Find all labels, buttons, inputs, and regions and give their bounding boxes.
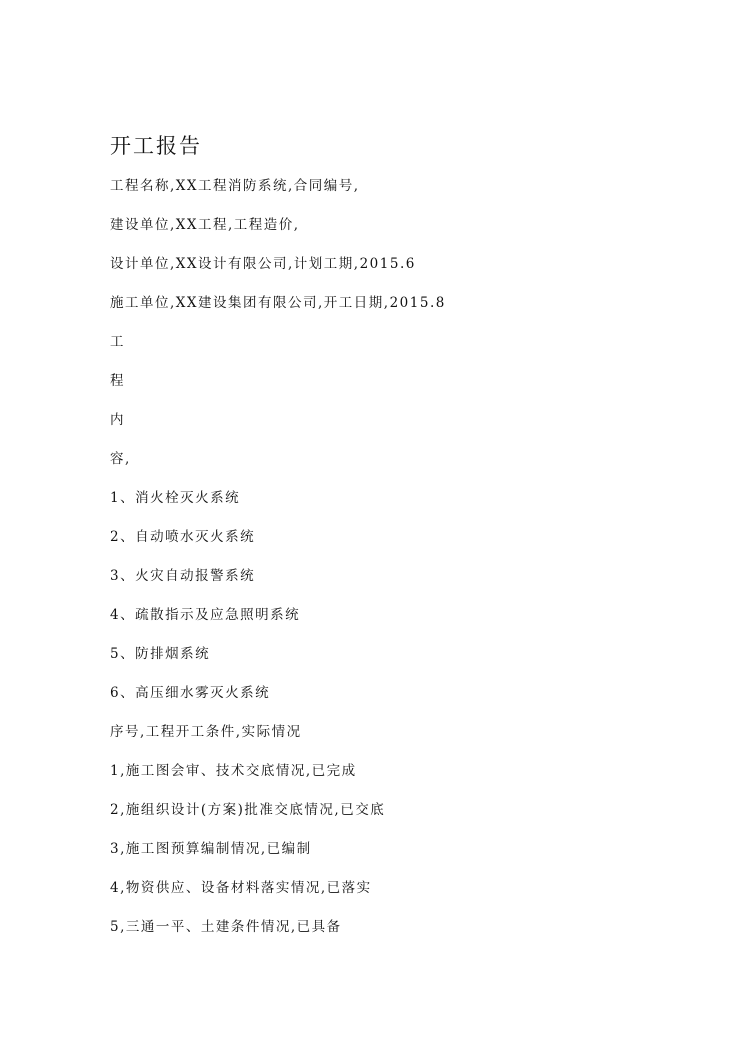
construction-unit-line: 建设单位,XX工程,工程造价, xyxy=(110,217,300,233)
page-title: 开工报告 xyxy=(110,134,202,158)
condition-row: 2,施组织设计(方案)批准交底情况,已交底 xyxy=(110,802,386,818)
condition-row: 3,施工图预算编制情况,已编制 xyxy=(110,841,312,857)
content-item: 3、火灾自动报警系统 xyxy=(110,568,256,584)
content-heading-char: 工 xyxy=(110,334,125,350)
condition-row: 4,物资供应、设备材料落实情况,已落实 xyxy=(110,880,372,896)
content-item: 4、疏散指示及应急照明系统 xyxy=(110,607,301,623)
content-item: 1、消火栓灭火系统 xyxy=(110,490,241,506)
condition-row: 1,施工图会审、技术交底情况,已完成 xyxy=(110,763,357,779)
design-unit-line: 设计单位,XX设计有限公司,计划工期,2015.6 xyxy=(110,256,416,272)
content-heading-char: 内 xyxy=(110,412,125,428)
project-name-line: 工程名称,XX工程消防系统,合同编号, xyxy=(110,178,360,194)
content-heading-char: 程 xyxy=(110,373,125,389)
conditions-header: 序号,工程开工条件,实际情况 xyxy=(110,724,302,740)
content-heading-char: 容, xyxy=(110,451,131,467)
content-item: 6、高压细水雾灭火系统 xyxy=(110,685,271,701)
condition-row: 5,三通一平、土建条件情况,已具备 xyxy=(110,919,342,935)
content-item: 2、自动喷水灭火系统 xyxy=(110,529,256,545)
content-item: 5、防排烟系统 xyxy=(110,646,211,662)
builder-unit-line: 施工单位,XX建设集团有限公司,开工日期,2015.8 xyxy=(110,295,446,311)
